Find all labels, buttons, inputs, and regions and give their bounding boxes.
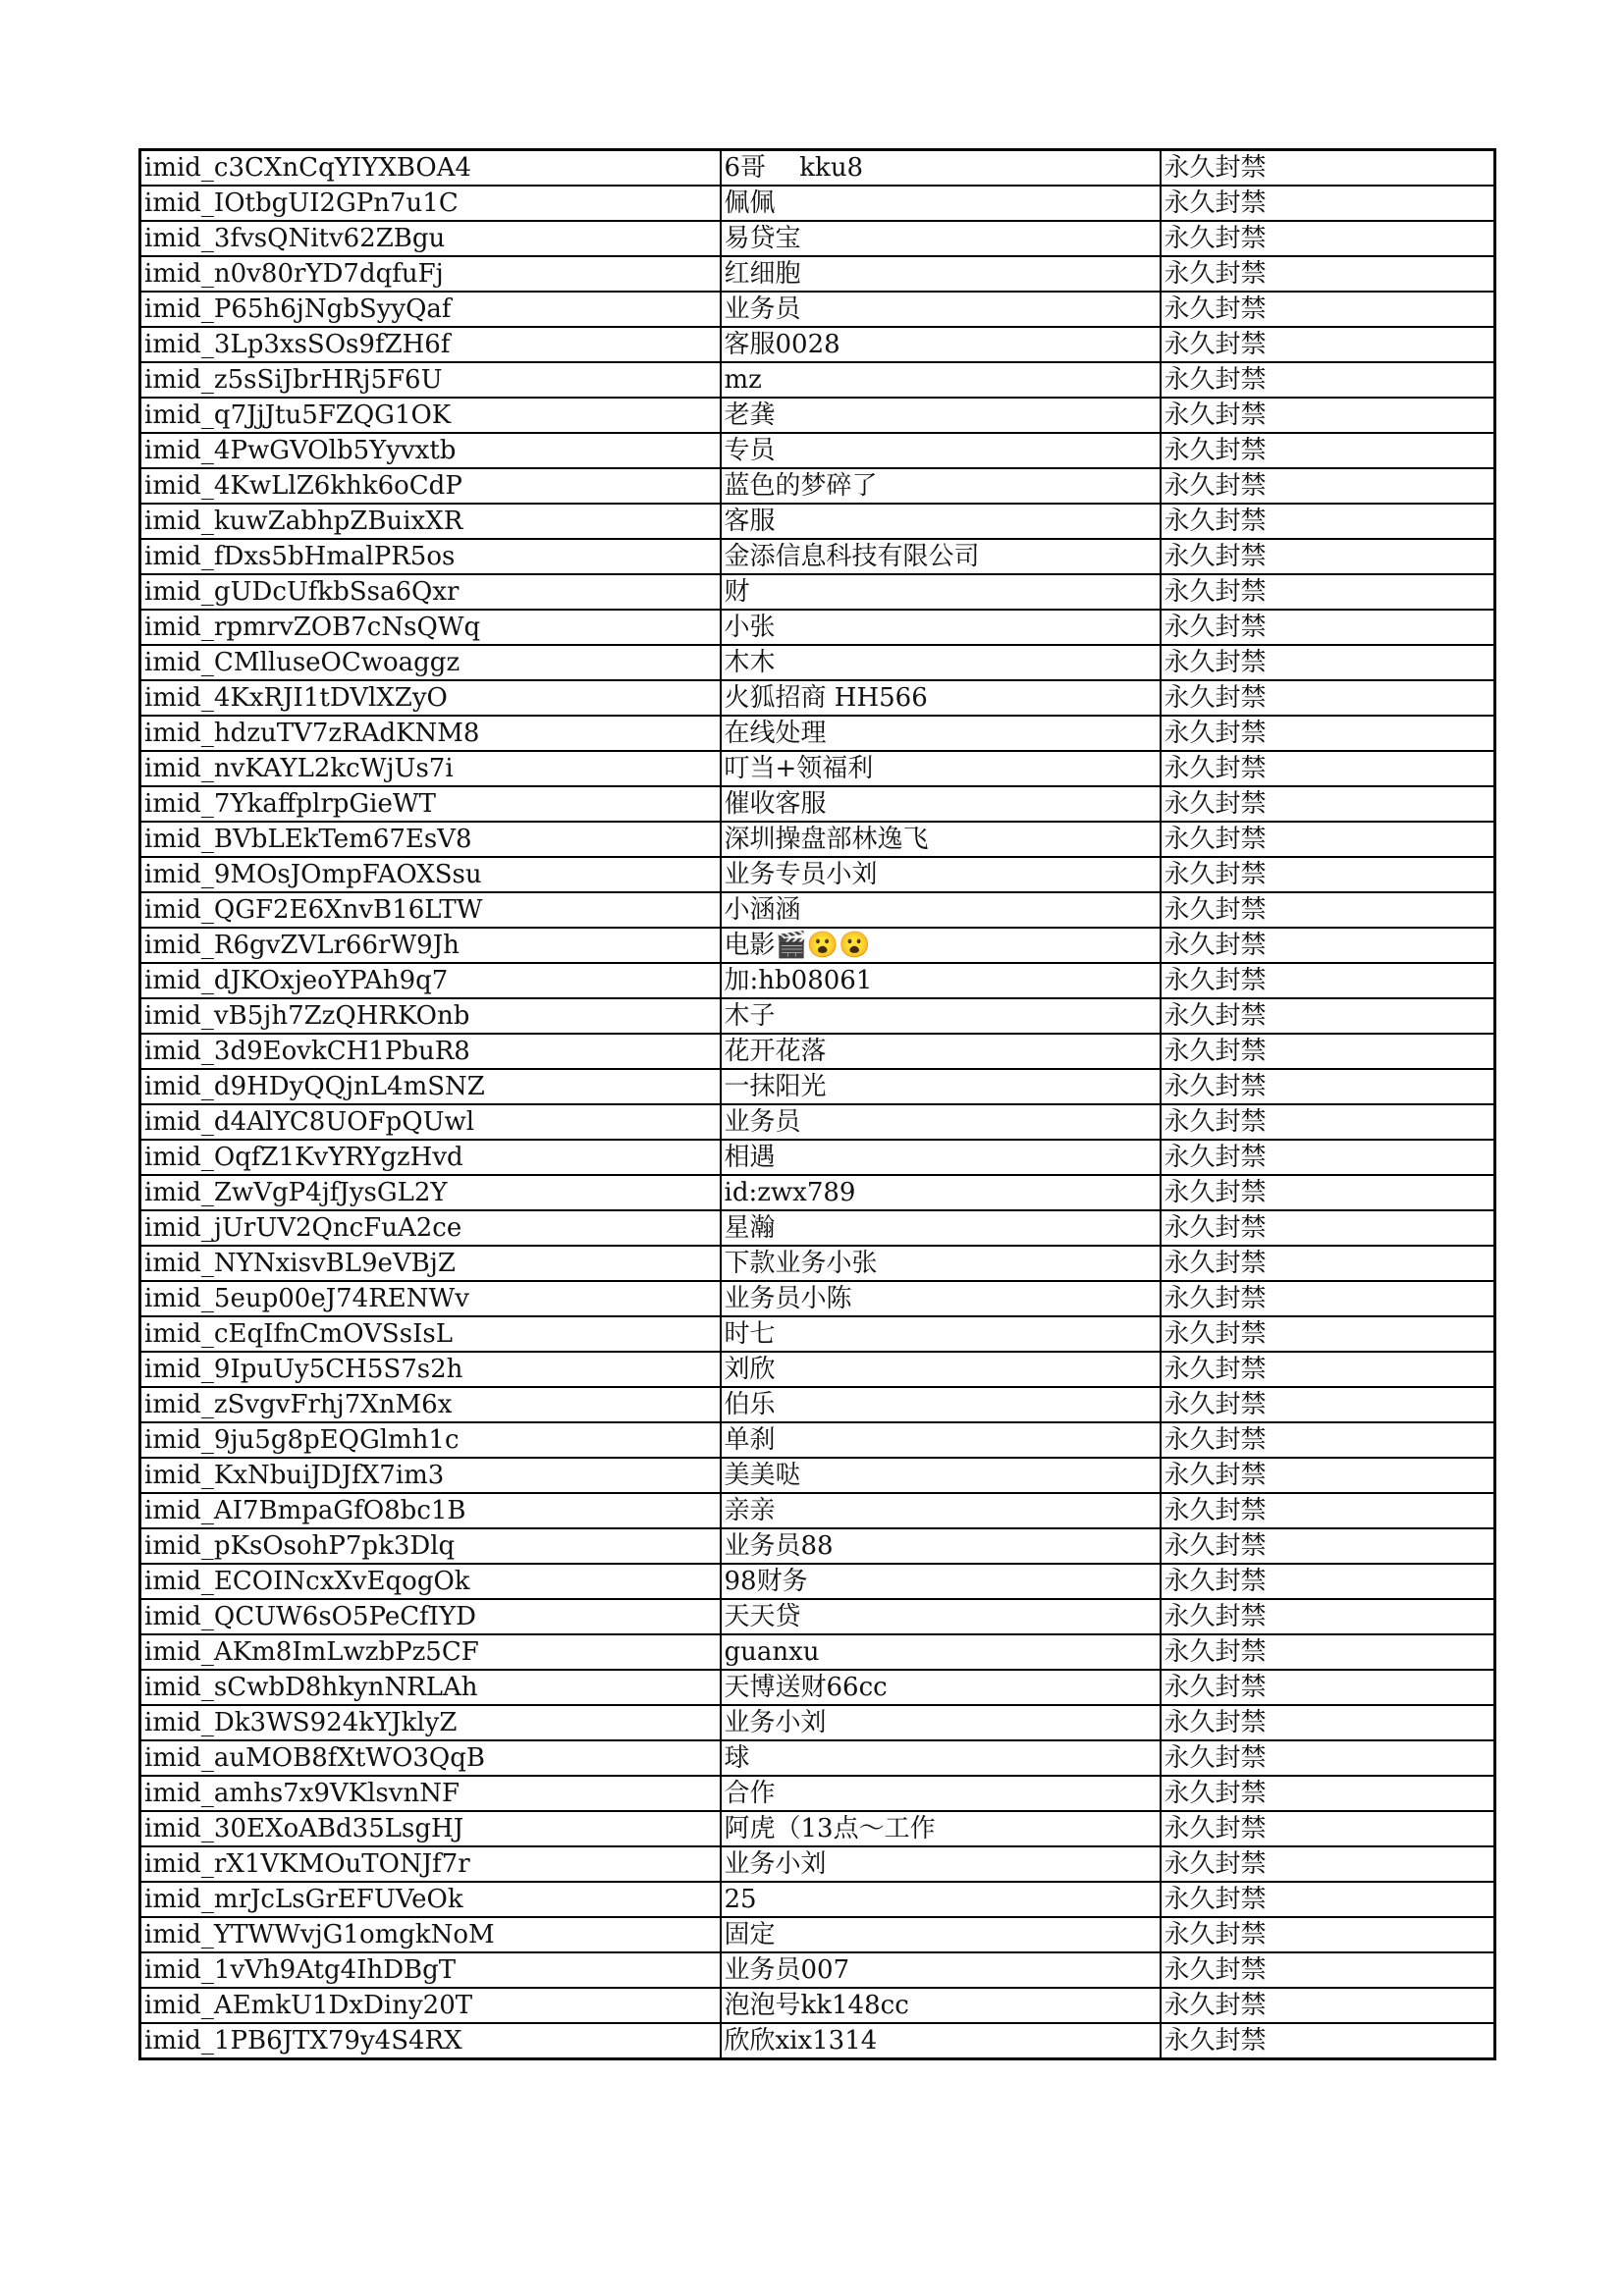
table-row: [140, 1528, 1495, 1564]
user-id-cell: imid_1vVh9Atg4IhDBgT: [140, 1952, 721, 1988]
ban-status-cell: 永久封禁: [1161, 150, 1495, 187]
user-id-cell: imid_ZwVgP4jfJysGL2Y: [140, 1175, 721, 1210]
user-id-cell: imid_5eup00eJ74RENWv: [140, 1281, 721, 1316]
ban-status-cell: 永久封禁: [1161, 468, 1495, 504]
user-id-cell: imid_jUrUV2QncFuA2ce: [140, 1210, 721, 1246]
ban-status-cell: 永久封禁: [1161, 1493, 1495, 1528]
ban-status-cell: 永久封禁: [1161, 822, 1495, 857]
nickname-cell: 伯乐: [721, 1387, 1161, 1422]
table-row: [140, 574, 1495, 610]
nickname-cell: 客服: [721, 504, 1161, 539]
user-id-cell: imid_3Lp3xsSOs9fZH6f: [140, 327, 721, 362]
user-id-cell: imid_4KxRJI1tDVlXZyO: [140, 680, 721, 716]
user-id-cell: imid_NYNxisvBL9eVBjZ: [140, 1246, 721, 1281]
nickname-cell: 电影🎬😮😮: [721, 928, 1161, 963]
nickname-cell: 业务员88: [721, 1528, 1161, 1564]
ban-status-cell: 永久封禁: [1161, 256, 1495, 292]
ban-status-cell: 永久封禁: [1161, 928, 1495, 963]
table-row: [140, 1599, 1495, 1634]
ban-status-cell: 永久封禁: [1161, 1316, 1495, 1352]
user-id-cell: imid_c3CXnCqYIYXBOA4: [140, 150, 721, 187]
nickname-cell: 欣欣xix1314: [721, 2023, 1161, 2059]
table-row: [140, 504, 1495, 539]
table-row: [140, 1917, 1495, 1952]
user-id-cell: imid_d4AlYC8UOFpQUwl: [140, 1104, 721, 1140]
nickname-cell: 佩佩: [721, 186, 1161, 221]
nickname-cell: 合作: [721, 1776, 1161, 1811]
user-id-cell: imid_9MOsJOmpFAOXSsu: [140, 857, 721, 892]
table-row: [140, 1952, 1495, 1988]
ban-status-cell: 永久封禁: [1161, 1069, 1495, 1104]
table-row: [140, 680, 1495, 716]
nickname-cell: 业务员007: [721, 1952, 1161, 1988]
table-row: [140, 1387, 1495, 1422]
user-id-cell: imid_hdzuTV7zRAdKNM8: [140, 716, 721, 751]
nickname-cell: 天天贷: [721, 1599, 1161, 1634]
user-id-cell: imid_IOtbgUI2GPn7u1C: [140, 186, 721, 221]
ban-status-cell: 永久封禁: [1161, 1034, 1495, 1069]
table-row: [140, 1564, 1495, 1599]
table-row: [140, 150, 1495, 187]
ban-status-cell: 永久封禁: [1161, 1740, 1495, 1776]
table-row: [140, 256, 1495, 292]
ban-status-cell: 永久封禁: [1161, 857, 1495, 892]
ban-status-cell: 永久封禁: [1161, 1599, 1495, 1634]
table-row: [140, 716, 1495, 751]
user-id-cell: imid_9IpuUy5CH5S7s2h: [140, 1352, 721, 1387]
table-row: [140, 292, 1495, 327]
nickname-cell: 业务专员小刘: [721, 857, 1161, 892]
nickname-cell: 6哥 kku8: [721, 150, 1161, 187]
table-row: [140, 1634, 1495, 1670]
table-row: [140, 1846, 1495, 1882]
ban-status-cell: 永久封禁: [1161, 1422, 1495, 1458]
ban-status-cell: 永久封禁: [1161, 1670, 1495, 1705]
user-id-cell: imid_q7JjJtu5FZQG1OK: [140, 398, 721, 433]
nickname-cell: 业务员: [721, 1104, 1161, 1140]
user-id-cell: imid_QGF2E6XnvB16LTW: [140, 892, 721, 928]
table-row: [140, 645, 1495, 680]
table-row: [140, 1175, 1495, 1210]
nickname-cell: 美美哒: [721, 1458, 1161, 1493]
nickname-cell: 小涵涵: [721, 892, 1161, 928]
user-id-cell: imid_AKm8ImLwzbPz5CF: [140, 1634, 721, 1670]
nickname-cell: 红细胞: [721, 256, 1161, 292]
ban-status-cell: 永久封禁: [1161, 2023, 1495, 2059]
ban-status-cell: 永久封禁: [1161, 751, 1495, 786]
user-id-cell: imid_7YkaffplrpGieWT: [140, 786, 721, 822]
ban-status-cell: 永久封禁: [1161, 892, 1495, 928]
ban-status-cell: 永久封禁: [1161, 362, 1495, 398]
ban-status-cell: 永久封禁: [1161, 574, 1495, 610]
user-id-cell: imid_CMlluseOCwoaggz: [140, 645, 721, 680]
table-row: [140, 1069, 1495, 1104]
nickname-cell: 刘欣: [721, 1352, 1161, 1387]
user-id-cell: imid_kuwZabhpZBuixXR: [140, 504, 721, 539]
user-id-cell: imid_auMOB8fXtWO3QqB: [140, 1740, 721, 1776]
nickname-cell: 易贷宝: [721, 221, 1161, 256]
nickname-cell: 小张: [721, 610, 1161, 645]
ban-status-cell: 永久封禁: [1161, 645, 1495, 680]
table-row: [140, 221, 1495, 256]
ban-status-cell: 永久封禁: [1161, 998, 1495, 1034]
nickname-cell: 单刹: [721, 1422, 1161, 1458]
nickname-cell: 财: [721, 574, 1161, 610]
nickname-cell: 时七: [721, 1316, 1161, 1352]
user-id-cell: imid_AEmkU1DxDiny20T: [140, 1988, 721, 2023]
ban-status-cell: 永久封禁: [1161, 539, 1495, 574]
table-row: [140, 327, 1495, 362]
user-id-cell: imid_R6gvZVLr66rW9Jh: [140, 928, 721, 963]
user-id-cell: imid_P65h6jNgbSyyQaf: [140, 292, 721, 327]
table-row: [140, 892, 1495, 928]
ban-status-cell: 永久封禁: [1161, 1246, 1495, 1281]
ban-status-cell: 永久封禁: [1161, 1210, 1495, 1246]
ban-status-cell: 永久封禁: [1161, 1846, 1495, 1882]
nickname-cell: 泡泡号kk148cc: [721, 1988, 1161, 2023]
nickname-cell: 金添信息科技有限公司: [721, 539, 1161, 574]
user-id-cell: imid_YTWWvjG1omgkNoM: [140, 1917, 721, 1952]
table-row: [140, 1352, 1495, 1387]
nickname-cell: 催收客服: [721, 786, 1161, 822]
nickname-cell: id:zwx789: [721, 1175, 1161, 1210]
user-id-cell: imid_nvKAYL2kcWjUs7i: [140, 751, 721, 786]
table-row: [140, 433, 1495, 468]
user-id-cell: imid_9ju5g8pEQGlmh1c: [140, 1422, 721, 1458]
nickname-cell: 业务员: [721, 292, 1161, 327]
user-id-cell: imid_sCwbD8hkynNRLAh: [140, 1670, 721, 1705]
user-id-cell: imid_rX1VKMOuTONJf7r: [140, 1846, 721, 1882]
user-id-cell: imid_pKsOsohP7pk3Dlq: [140, 1528, 721, 1564]
table-row: [140, 1246, 1495, 1281]
ban-status-cell: 永久封禁: [1161, 1988, 1495, 2023]
user-id-cell: imid_KxNbuiJDJfX7im3: [140, 1458, 721, 1493]
ban-status-cell: 永久封禁: [1161, 1458, 1495, 1493]
nickname-cell: 相遇: [721, 1140, 1161, 1175]
table-row: [140, 1458, 1495, 1493]
table-row: [140, 1281, 1495, 1316]
table-row: [140, 1776, 1495, 1811]
table-row: [140, 1493, 1495, 1528]
table-row: [140, 1882, 1495, 1917]
table-row: [140, 1210, 1495, 1246]
ban-status-cell: 永久封禁: [1161, 398, 1495, 433]
nickname-cell: 星瀚: [721, 1210, 1161, 1246]
user-id-cell: imid_ECOINcxXvEqogOk: [140, 1564, 721, 1599]
user-id-cell: imid_mrJcLsGrEFUVeOk: [140, 1882, 721, 1917]
user-id-cell: imid_amhs7x9VKlsvnNF: [140, 1776, 721, 1811]
nickname-cell: 木子: [721, 998, 1161, 1034]
nickname-cell: 火狐招商 HH566: [721, 680, 1161, 716]
ban-status-cell: 永久封禁: [1161, 1634, 1495, 1670]
nickname-cell: 业务小刘: [721, 1705, 1161, 1740]
table-row: [140, 928, 1495, 963]
nickname-cell: 球: [721, 1740, 1161, 1776]
ban-status-cell: 永久封禁: [1161, 1104, 1495, 1140]
nickname-cell: mz: [721, 362, 1161, 398]
table-row: [140, 1740, 1495, 1776]
user-id-cell: imid_gUDcUfkbSsa6Qxr: [140, 574, 721, 610]
nickname-cell: guanxu: [721, 1634, 1161, 1670]
ban-status-cell: 永久封禁: [1161, 610, 1495, 645]
nickname-cell: 叮当+领福利: [721, 751, 1161, 786]
nickname-cell: 老龚: [721, 398, 1161, 433]
ban-status-cell: 永久封禁: [1161, 504, 1495, 539]
nickname-cell: 25: [721, 1882, 1161, 1917]
table-row: [140, 2023, 1495, 2059]
user-id-cell: imid_4KwLlZ6khk6oCdP: [140, 468, 721, 504]
table-row: [140, 751, 1495, 786]
ban-status-cell: 永久封禁: [1161, 1917, 1495, 1952]
table-row: [140, 1670, 1495, 1705]
nickname-cell: 一抹阳光: [721, 1069, 1161, 1104]
user-id-cell: imid_Dk3WS924kYJklyZ: [140, 1705, 721, 1740]
table-row: [140, 1422, 1495, 1458]
nickname-cell: 专员: [721, 433, 1161, 468]
user-id-cell: imid_1PB6JTX79y4S4RX: [140, 2023, 721, 2059]
table-row: [140, 1104, 1495, 1140]
table-row: [140, 1034, 1495, 1069]
table-row: [140, 786, 1495, 822]
ban-status-cell: 永久封禁: [1161, 186, 1495, 221]
user-id-cell: imid_cEqIfnCmOVSsIsL: [140, 1316, 721, 1352]
ban-status-cell: 永久封禁: [1161, 1175, 1495, 1210]
table-row: [140, 857, 1495, 892]
nickname-cell: 阿虎（13点～工作: [721, 1811, 1161, 1846]
ban-status-cell: 永久封禁: [1161, 1528, 1495, 1564]
user-id-cell: imid_30EXoABd35LsgHJ: [140, 1811, 721, 1846]
ban-status-cell: 永久封禁: [1161, 786, 1495, 822]
table-row: [140, 610, 1495, 645]
table-row: [140, 1140, 1495, 1175]
table-row: [140, 963, 1495, 998]
table-row: [140, 822, 1495, 857]
nickname-cell: 固定: [721, 1917, 1161, 1952]
user-id-cell: imid_3d9EovkCH1PbuR8: [140, 1034, 721, 1069]
ban-list-table: [138, 148, 1496, 2060]
table-row: [140, 468, 1495, 504]
nickname-cell: 业务小刘: [721, 1846, 1161, 1882]
nickname-cell: 客服0028: [721, 327, 1161, 362]
table-row: [140, 186, 1495, 221]
table-row: [140, 362, 1495, 398]
user-id-cell: imid_fDxs5bHmalPR5os: [140, 539, 721, 574]
ban-status-cell: 永久封禁: [1161, 1811, 1495, 1846]
nickname-cell: 98财务: [721, 1564, 1161, 1599]
ban-status-cell: 永久封禁: [1161, 1776, 1495, 1811]
user-id-cell: imid_4PwGVOlb5Yyvxtb: [140, 433, 721, 468]
ban-status-cell: 永久封禁: [1161, 1952, 1495, 1988]
user-id-cell: imid_dJKOxjeoYPAh9q7: [140, 963, 721, 998]
nickname-cell: 花开花落: [721, 1034, 1161, 1069]
ban-status-cell: 永久封禁: [1161, 1387, 1495, 1422]
ban-status-cell: 永久封禁: [1161, 1882, 1495, 1917]
user-id-cell: imid_n0v80rYD7dqfuFj: [140, 256, 721, 292]
nickname-cell: 在线处理: [721, 716, 1161, 751]
ban-list-body: [140, 150, 1495, 2059]
ban-status-cell: 永久封禁: [1161, 1281, 1495, 1316]
nickname-cell: 下款业务小张: [721, 1246, 1161, 1281]
ban-status-cell: 永久封禁: [1161, 716, 1495, 751]
nickname-cell: 亲亲: [721, 1493, 1161, 1528]
nickname-cell: 木木: [721, 645, 1161, 680]
table-row: [140, 398, 1495, 433]
nickname-cell: 天博送财66cc: [721, 1670, 1161, 1705]
user-id-cell: imid_3fvsQNitv62ZBgu: [140, 221, 721, 256]
ban-status-cell: 永久封禁: [1161, 221, 1495, 256]
ban-status-cell: 永久封禁: [1161, 292, 1495, 327]
ban-status-cell: 永久封禁: [1161, 680, 1495, 716]
user-id-cell: imid_BVbLEkTem67EsV8: [140, 822, 721, 857]
ban-status-cell: 永久封禁: [1161, 433, 1495, 468]
user-id-cell: imid_z5sSiJbrHRj5F6U: [140, 362, 721, 398]
user-id-cell: imid_vB5jh7ZzQHRKOnb: [140, 998, 721, 1034]
table-row: [140, 998, 1495, 1034]
user-id-cell: imid_d9HDyQQjnL4mSNZ: [140, 1069, 721, 1104]
ban-status-cell: 永久封禁: [1161, 1564, 1495, 1599]
table-row: [140, 1988, 1495, 2023]
ban-status-cell: 永久封禁: [1161, 1352, 1495, 1387]
user-id-cell: imid_AI7BmpaGfO8bc1B: [140, 1493, 721, 1528]
nickname-cell: 业务员小陈: [721, 1281, 1161, 1316]
table-row: [140, 1316, 1495, 1352]
user-id-cell: imid_rpmrvZOB7cNsQWq: [140, 610, 721, 645]
nickname-cell: 加:hb08061: [721, 963, 1161, 998]
table-row: [140, 1705, 1495, 1740]
table-row: [140, 1811, 1495, 1846]
user-id-cell: imid_QCUW6sO5PeCfIYD: [140, 1599, 721, 1634]
nickname-cell: 深圳操盘部林逸飞: [721, 822, 1161, 857]
nickname-cell: 蓝色的梦碎了: [721, 468, 1161, 504]
user-id-cell: imid_OqfZ1KvYRYgzHvd: [140, 1140, 721, 1175]
ban-status-cell: 永久封禁: [1161, 327, 1495, 362]
table-row: [140, 539, 1495, 574]
ban-status-cell: 永久封禁: [1161, 1705, 1495, 1740]
ban-status-cell: 永久封禁: [1161, 963, 1495, 998]
user-id-cell: imid_zSvgvFrhj7XnM6x: [140, 1387, 721, 1422]
ban-status-cell: 永久封禁: [1161, 1140, 1495, 1175]
